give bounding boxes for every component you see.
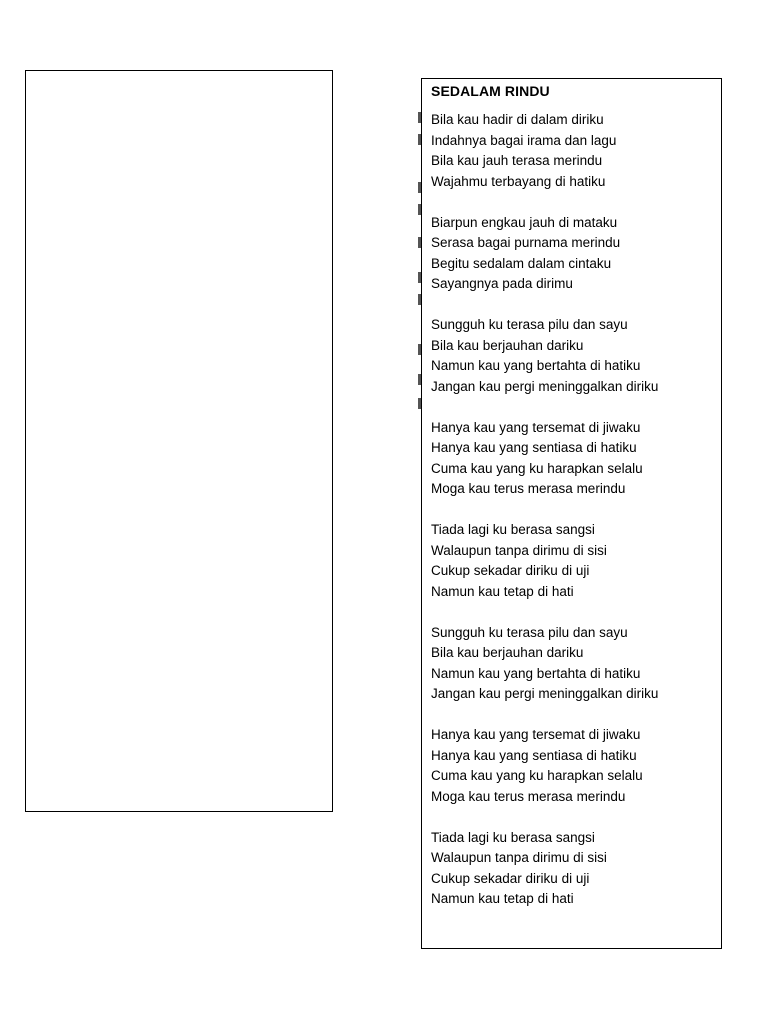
lyric-line: Walaupun tanpa dirimu di sisi (431, 850, 607, 865)
lyric-line: Tiada lagi ku berasa sangsi (431, 829, 595, 845)
lyric-line: Cuma kau yang ku harapkan selalu (431, 768, 643, 783)
lyric-line: Bila kau jauh terasa merindu (431, 153, 603, 168)
lyric-line: Hanya kau yang sentiasa di hatiku (431, 440, 637, 455)
song-title: SEDALAM RINDU (431, 83, 550, 99)
lyric-line: Biarpun engkau jauh di mataku (431, 214, 618, 230)
left-blank-frame (25, 70, 333, 812)
lyric-line: Hanya kau yang tersemat di jiwaku (431, 727, 641, 742)
stanza (431, 623, 721, 705)
lyric-line: Namun kau tetap di hati (431, 891, 574, 906)
stanza (431, 520, 721, 602)
lyric-line: Jangan kau pergi meninggalkan diriku (431, 378, 659, 394)
lyrics-body (431, 110, 721, 910)
lyric-line: Cukup sekadar diriku di uji (431, 563, 590, 578)
stanza (431, 213, 721, 295)
lyric-line: Namun kau yang bertahta di hatiku (431, 358, 641, 373)
lyric-line: Indahnya bagai irama dan lagu (431, 132, 617, 148)
lyric-line: Cukup sekadar diriku di uji (431, 870, 590, 886)
lyric-line: Cuma kau yang ku harapkan selalu (431, 460, 643, 476)
stanza (431, 828, 721, 910)
stanza (431, 315, 721, 397)
stanza (431, 110, 721, 192)
lyric-line: Moga kau terus merasa merindu (431, 481, 626, 496)
lyric-line: Bila kau berjauhan dariku (431, 337, 584, 353)
stanza (431, 418, 721, 500)
lyric-line: Sungguh ku terasa pilu dan sayu (431, 317, 628, 332)
lyric-line: Namun kau yang bertahta di hatiku (431, 665, 641, 681)
lyric-line: Moga kau terus merasa merindu (431, 788, 626, 804)
lyric-line: Hanya kau yang sentiasa di hatiku (431, 747, 637, 763)
lyric-line: Hanya kau yang tersemat di jiwaku (431, 419, 641, 435)
lyric-line: Wajahmu terbayang di hatiku (431, 173, 606, 189)
lyric-line: Bila kau hadir di dalam diriku (431, 112, 604, 127)
lyric-line: Walaupun tanpa dirimu di sisi (431, 542, 607, 558)
lyric-line: Sungguh ku terasa pilu dan sayu (431, 624, 628, 640)
lyric-line: Jangan kau pergi meninggalkan diriku (431, 686, 659, 701)
lyric-line: Namun kau tetap di hati (431, 583, 574, 599)
stanza (431, 725, 721, 807)
lyric-line: Bila kau berjauhan dariku (431, 645, 584, 660)
lyric-line: Begitu sedalam dalam cintaku (431, 255, 612, 271)
lyric-line: Serasa bagai purnama merindu (431, 235, 621, 250)
lyric-line: Tiada lagi ku berasa sangsi (431, 522, 595, 537)
lyric-line: Sayangnya pada dirimu (431, 276, 573, 291)
lyrics-frame (421, 78, 722, 949)
